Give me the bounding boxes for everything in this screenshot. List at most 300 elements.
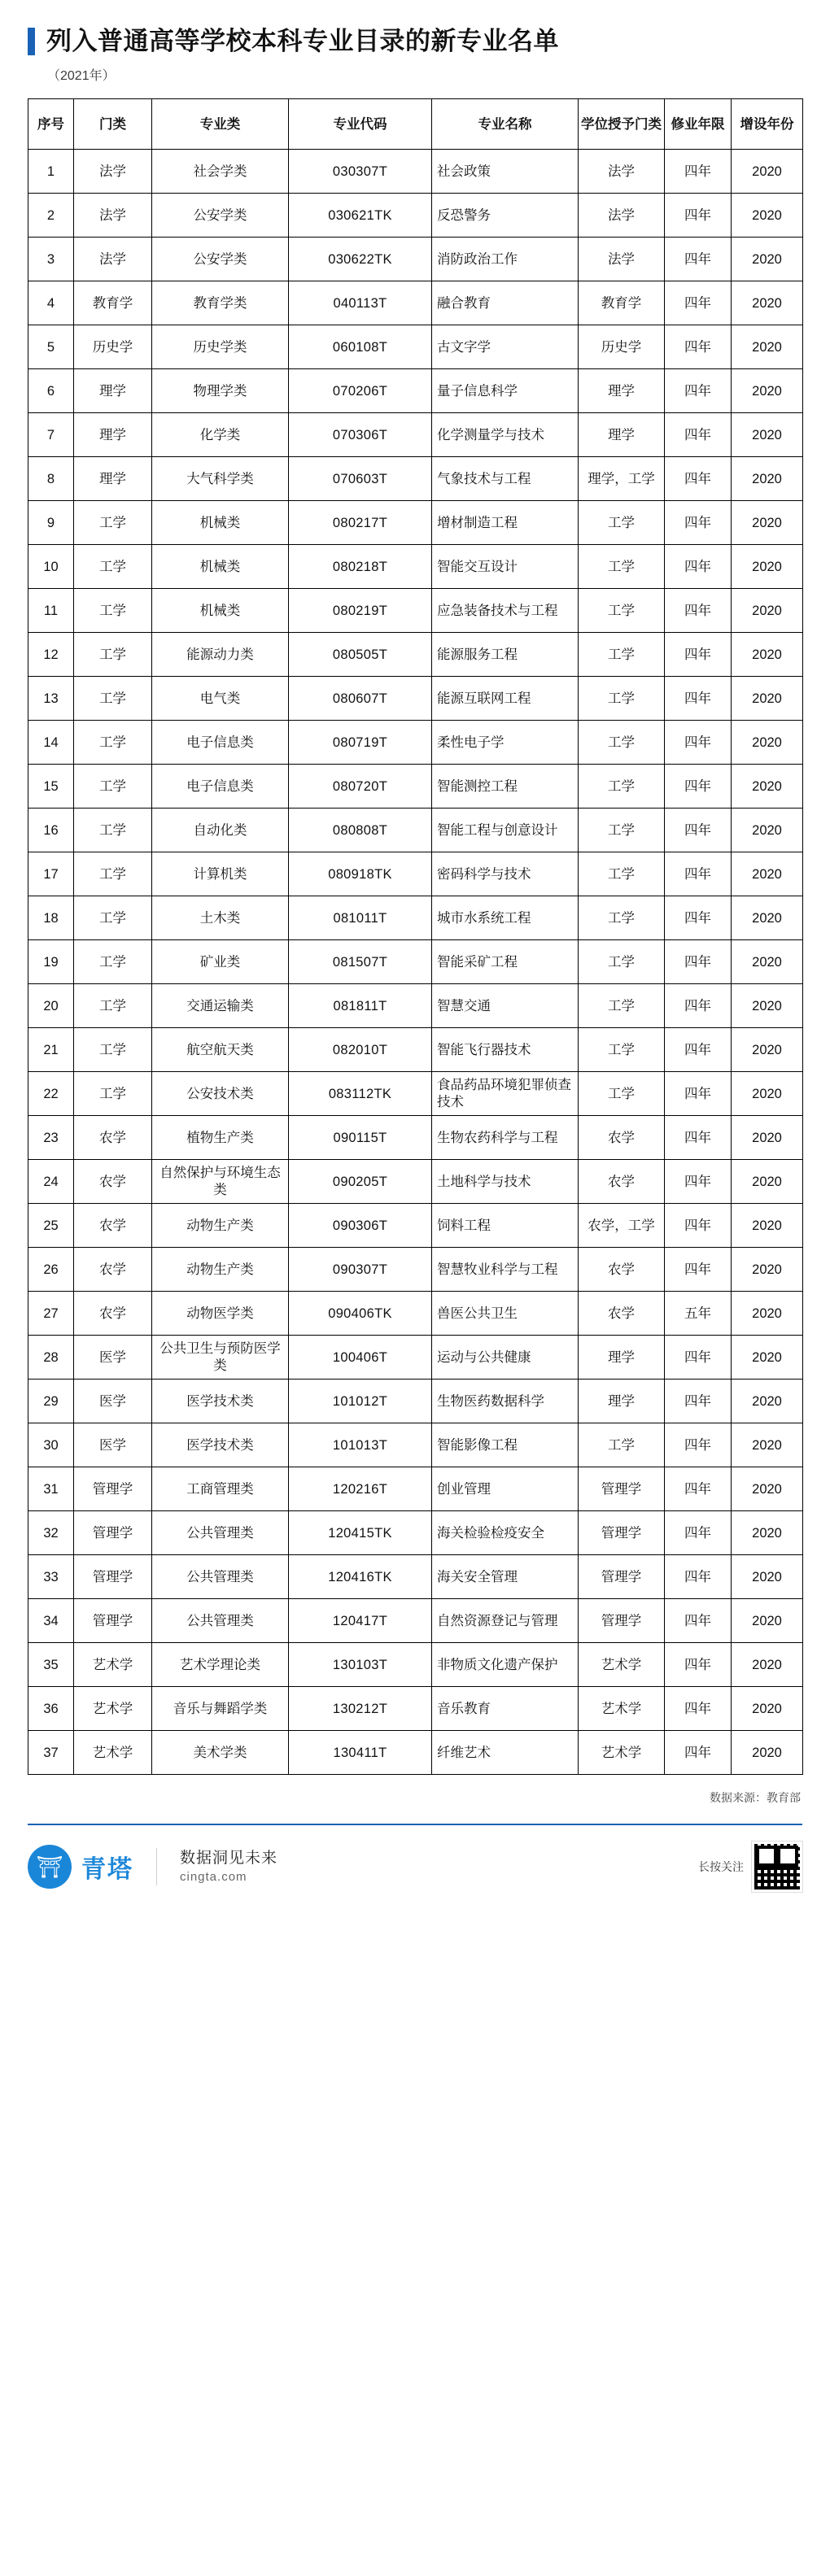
cell-major-name: 智能采矿工程 xyxy=(432,940,579,984)
source-note: 数据来源：教育部 xyxy=(710,1791,801,1805)
cell-duration: 四年 xyxy=(665,1116,732,1160)
brand-block xyxy=(28,1845,133,1889)
column-header-degree: 学位授予门类 xyxy=(579,99,665,150)
cell-major-class: 美术学类 xyxy=(152,1731,289,1775)
cell-duration: 四年 xyxy=(665,1380,732,1423)
cell-duration: 四年 xyxy=(665,1599,732,1643)
cell-degree: 工学 xyxy=(579,677,665,721)
column-header-duration: 修业年限 xyxy=(665,99,732,150)
cell-major-class: 矿业类 xyxy=(152,940,289,984)
cell-major-name: 古文字学 xyxy=(432,325,579,369)
cell-duration: 四年 xyxy=(665,852,732,896)
cell-major-code: 070306T xyxy=(289,413,432,457)
cell-major-class: 能源动力类 xyxy=(152,633,289,677)
table-row xyxy=(28,501,803,545)
cell-added-year: 2020 xyxy=(732,238,803,281)
column-header-major-code: 专业代码 xyxy=(289,99,432,150)
cell-category: 管理学 xyxy=(74,1467,152,1511)
cell-major-class: 社会学类 xyxy=(152,150,289,194)
cell-major-name: 融合教育 xyxy=(432,281,579,325)
cell-duration: 四年 xyxy=(665,677,732,721)
table-row xyxy=(28,1028,803,1072)
cell-added-year: 2020 xyxy=(732,896,803,940)
cell-major-class: 大气科学类 xyxy=(152,457,289,501)
cell-major-name: 能源互联网工程 xyxy=(432,677,579,721)
cell-duration: 四年 xyxy=(665,281,732,325)
cell-duration: 四年 xyxy=(665,545,732,589)
table-row xyxy=(28,150,803,194)
cell-major-name: 增材制造工程 xyxy=(432,501,579,545)
cell-degree: 工学 xyxy=(579,984,665,1028)
cell-major-class: 化学类 xyxy=(152,413,289,457)
cell-major-class: 工商管理类 xyxy=(152,1467,289,1511)
table-row xyxy=(28,413,803,457)
cell-major-code: 080719T xyxy=(289,721,432,765)
cell-category: 工学 xyxy=(74,501,152,545)
cell-major-code: 080607T xyxy=(289,677,432,721)
cell-major-class: 航空航天类 xyxy=(152,1028,289,1072)
cell-category: 农学 xyxy=(74,1204,152,1248)
brand-slogan xyxy=(180,1848,277,1885)
cell-major-class: 电气类 xyxy=(152,677,289,721)
cell-added-year: 2020 xyxy=(732,457,803,501)
cell-degree: 理学 xyxy=(579,369,665,413)
cell-major-code: 080217T xyxy=(289,501,432,545)
table-body xyxy=(28,150,803,1775)
cell-major-code: 080918TK xyxy=(289,852,432,896)
cell-major-code: 082010T xyxy=(289,1028,432,1072)
cell-duration: 四年 xyxy=(665,501,732,545)
cell-degree: 理学 xyxy=(579,1336,665,1380)
cell-major-code: 030307T xyxy=(289,150,432,194)
cell-major-name: 智能工程与创意设计 xyxy=(432,809,579,852)
cell-duration: 四年 xyxy=(665,1336,732,1380)
brand-name: 青塔 xyxy=(81,1856,133,1884)
column-header-major-name: 专业名称 xyxy=(432,99,579,150)
cell-category: 艺术学 xyxy=(74,1731,152,1775)
cell-category: 工学 xyxy=(74,809,152,852)
cell-duration: 四年 xyxy=(665,1687,732,1731)
cell-added-year: 2020 xyxy=(732,1467,803,1511)
cell-major-code: 090406TK xyxy=(289,1292,432,1336)
cell-duration: 四年 xyxy=(665,1423,732,1467)
cell-duration: 四年 xyxy=(665,1028,732,1072)
cell-major-name: 自然资源登记与管理 xyxy=(432,1599,579,1643)
table-row xyxy=(28,1467,803,1511)
cell-degree: 农学，工学 xyxy=(579,1204,665,1248)
cell-duration: 四年 xyxy=(665,194,732,238)
cell-index: 37 xyxy=(28,1731,74,1775)
cell-major-code: 120216T xyxy=(289,1467,432,1511)
cell-degree: 工学 xyxy=(579,1028,665,1072)
cell-degree: 艺术学 xyxy=(579,1687,665,1731)
cell-duration: 四年 xyxy=(665,809,732,852)
table-row xyxy=(28,369,803,413)
cell-degree: 工学 xyxy=(579,809,665,852)
cell-major-code: 120417T xyxy=(289,1599,432,1643)
cell-major-name: 密码科学与技术 xyxy=(432,852,579,896)
cell-category: 工学 xyxy=(74,765,152,809)
cell-added-year: 2020 xyxy=(732,633,803,677)
table-row xyxy=(28,633,803,677)
qr-block xyxy=(698,1842,802,1892)
cell-category: 工学 xyxy=(74,589,152,633)
cell-major-code: 060108T xyxy=(289,325,432,369)
cell-degree: 管理学 xyxy=(579,1555,665,1599)
table-row xyxy=(28,589,803,633)
cell-major-name: 反恐警务 xyxy=(432,194,579,238)
table-row xyxy=(28,238,803,281)
cell-duration: 四年 xyxy=(665,1511,732,1555)
cell-index: 5 xyxy=(28,325,74,369)
cell-major-class: 物理学类 xyxy=(152,369,289,413)
cell-major-name: 化学测量学与技术 xyxy=(432,413,579,457)
table-row xyxy=(28,1204,803,1248)
cell-major-code: 030622TK xyxy=(289,238,432,281)
cell-degree: 法学 xyxy=(579,238,665,281)
cell-major-class: 公共管理类 xyxy=(152,1599,289,1643)
cell-major-name: 运动与公共健康 xyxy=(432,1336,579,1380)
cell-major-class: 计算机类 xyxy=(152,852,289,896)
cell-index: 27 xyxy=(28,1292,74,1336)
cell-category: 农学 xyxy=(74,1116,152,1160)
cell-duration: 四年 xyxy=(665,150,732,194)
cell-index: 2 xyxy=(28,194,74,238)
column-header-category: 门类 xyxy=(74,99,152,150)
cell-degree: 工学 xyxy=(579,633,665,677)
cell-major-class: 公安技术类 xyxy=(152,1072,289,1116)
cell-major-class: 公共管理类 xyxy=(152,1511,289,1555)
cell-category: 管理学 xyxy=(74,1511,152,1555)
cell-added-year: 2020 xyxy=(732,1643,803,1687)
cell-major-class: 公共管理类 xyxy=(152,1555,289,1599)
page-title: 列入普通高等学校本科专业目录的新专业名单 xyxy=(46,27,559,55)
cell-major-code: 080808T xyxy=(289,809,432,852)
cell-degree: 工学 xyxy=(579,1423,665,1467)
slogan-line-1: 数据洞见未来 xyxy=(180,1850,278,1868)
cell-category: 工学 xyxy=(74,1072,152,1116)
cell-added-year: 2020 xyxy=(732,1072,803,1116)
cell-index: 17 xyxy=(28,852,74,896)
table-row xyxy=(28,677,803,721)
cell-added-year: 2020 xyxy=(732,501,803,545)
table-row xyxy=(28,984,803,1028)
table-row xyxy=(28,1555,803,1599)
cell-major-name: 兽医公共卫生 xyxy=(432,1292,579,1336)
cell-major-code: 101013T xyxy=(289,1423,432,1467)
cell-category: 工学 xyxy=(74,852,152,896)
cell-major-class: 公安学类 xyxy=(152,194,289,238)
majors-table xyxy=(28,98,803,1775)
cell-category: 农学 xyxy=(74,1160,152,1204)
cell-added-year: 2020 xyxy=(732,852,803,896)
table-row xyxy=(28,1116,803,1160)
cell-duration: 四年 xyxy=(665,940,732,984)
cell-major-code: 070603T xyxy=(289,457,432,501)
cell-major-name: 生物医药数据科学 xyxy=(432,1380,579,1423)
cell-degree: 理学，工学 xyxy=(579,457,665,501)
cell-category: 农学 xyxy=(74,1292,152,1336)
cell-index: 14 xyxy=(28,721,74,765)
slogan-line-2: cingta.com xyxy=(180,1869,247,1884)
title-row xyxy=(28,28,802,55)
cell-added-year: 2020 xyxy=(732,589,803,633)
cell-added-year: 2020 xyxy=(732,545,803,589)
table-row xyxy=(28,940,803,984)
cell-major-class: 公安学类 xyxy=(152,238,289,281)
cell-duration: 四年 xyxy=(665,589,732,633)
cell-degree: 法学 xyxy=(579,194,665,238)
cell-category: 工学 xyxy=(74,984,152,1028)
cell-added-year: 2020 xyxy=(732,765,803,809)
table-row xyxy=(28,1248,803,1292)
cell-duration: 四年 xyxy=(665,1072,732,1116)
cell-duration: 四年 xyxy=(665,325,732,369)
cell-category: 理学 xyxy=(74,369,152,413)
header xyxy=(0,0,830,84)
cell-category: 法学 xyxy=(74,238,152,281)
cell-major-code: 030621TK xyxy=(289,194,432,238)
cell-added-year: 2020 xyxy=(732,1380,803,1423)
cell-major-class: 自动化类 xyxy=(152,809,289,852)
cell-major-name: 生物农药科学与工程 xyxy=(432,1116,579,1160)
cell-added-year: 2020 xyxy=(732,1116,803,1160)
cell-added-year: 2020 xyxy=(732,1687,803,1731)
cell-duration: 五年 xyxy=(665,1292,732,1336)
cell-major-name: 气象技术与工程 xyxy=(432,457,579,501)
cell-major-name: 社会政策 xyxy=(432,150,579,194)
cell-index: 19 xyxy=(28,940,74,984)
table-header-row xyxy=(28,99,803,150)
cell-major-name: 智能飞行器技术 xyxy=(432,1028,579,1072)
cell-added-year: 2020 xyxy=(732,677,803,721)
cell-index: 22 xyxy=(28,1072,74,1116)
cell-index: 34 xyxy=(28,1599,74,1643)
cell-major-code: 090306T xyxy=(289,1204,432,1248)
cell-degree: 管理学 xyxy=(579,1599,665,1643)
cell-duration: 四年 xyxy=(665,721,732,765)
cell-major-name: 智慧牧业科学与工程 xyxy=(432,1248,579,1292)
cell-major-name: 创业管理 xyxy=(432,1467,579,1511)
cell-index: 10 xyxy=(28,545,74,589)
cell-major-code: 080219T xyxy=(289,589,432,633)
cell-index: 11 xyxy=(28,589,74,633)
cell-major-name: 海关检验检疫安全 xyxy=(432,1511,579,1555)
cell-major-class: 电子信息类 xyxy=(152,721,289,765)
title-accent-bar xyxy=(28,28,35,55)
cell-added-year: 2020 xyxy=(732,984,803,1028)
cell-major-code: 100406T xyxy=(289,1336,432,1380)
cell-category: 艺术学 xyxy=(74,1643,152,1687)
cell-major-class: 动物生产类 xyxy=(152,1204,289,1248)
qr-code-icon[interactable] xyxy=(752,1842,802,1892)
table-row xyxy=(28,325,803,369)
cell-added-year: 2020 xyxy=(732,369,803,413)
cell-degree: 农学 xyxy=(579,1160,665,1204)
cell-major-class: 土木类 xyxy=(152,896,289,940)
cell-major-name: 音乐教育 xyxy=(432,1687,579,1731)
cell-duration: 四年 xyxy=(665,1643,732,1687)
cell-duration: 四年 xyxy=(665,1160,732,1204)
page-subtitle: （2021年） xyxy=(47,69,116,84)
cell-duration: 四年 xyxy=(665,457,732,501)
cell-category: 法学 xyxy=(74,150,152,194)
cell-added-year: 2020 xyxy=(732,1731,803,1775)
cell-major-name: 消防政治工作 xyxy=(432,238,579,281)
cell-category: 工学 xyxy=(74,1028,152,1072)
cell-category: 法学 xyxy=(74,194,152,238)
column-header-major-class: 专业类 xyxy=(152,99,289,150)
cell-major-class: 机械类 xyxy=(152,501,289,545)
cell-index: 35 xyxy=(28,1643,74,1687)
cell-major-code: 081507T xyxy=(289,940,432,984)
cell-degree: 工学 xyxy=(579,896,665,940)
cell-degree: 工学 xyxy=(579,589,665,633)
cell-index: 32 xyxy=(28,1511,74,1555)
cell-index: 29 xyxy=(28,1380,74,1423)
cell-major-name: 非物质文化遗产保护 xyxy=(432,1643,579,1687)
cell-major-name: 量子信息科学 xyxy=(432,369,579,413)
table-row xyxy=(28,809,803,852)
table-row xyxy=(28,1643,803,1687)
table-row xyxy=(28,457,803,501)
cell-major-code: 081811T xyxy=(289,984,432,1028)
table-header xyxy=(28,99,803,150)
table-row xyxy=(28,896,803,940)
cell-major-class: 历史学类 xyxy=(152,325,289,369)
cell-degree: 农学 xyxy=(579,1248,665,1292)
cell-major-name: 智能交互设计 xyxy=(432,545,579,589)
cell-major-code: 080218T xyxy=(289,545,432,589)
cell-category: 工学 xyxy=(74,721,152,765)
cell-major-name: 土地科学与技术 xyxy=(432,1160,579,1204)
cell-major-code: 083112TK xyxy=(289,1072,432,1116)
table-row xyxy=(28,281,803,325)
cell-degree: 工学 xyxy=(579,501,665,545)
cell-duration: 四年 xyxy=(665,765,732,809)
cell-index: 8 xyxy=(28,457,74,501)
cell-degree: 农学 xyxy=(579,1116,665,1160)
cell-added-year: 2020 xyxy=(732,1423,803,1467)
cell-duration: 四年 xyxy=(665,413,732,457)
cell-added-year: 2020 xyxy=(732,325,803,369)
table-row xyxy=(28,1292,803,1336)
column-header-index: 序号 xyxy=(28,99,74,150)
cell-major-name: 应急装备技术与工程 xyxy=(432,589,579,633)
cell-category: 工学 xyxy=(74,633,152,677)
cell-index: 24 xyxy=(28,1160,74,1204)
cell-index: 30 xyxy=(28,1423,74,1467)
cell-duration: 四年 xyxy=(665,369,732,413)
cell-category: 医学 xyxy=(74,1336,152,1380)
column-header-added-year: 增设年份 xyxy=(732,99,803,150)
cell-added-year: 2020 xyxy=(732,1160,803,1204)
cell-index: 21 xyxy=(28,1028,74,1072)
cell-degree: 历史学 xyxy=(579,325,665,369)
cell-major-code: 101012T xyxy=(289,1380,432,1423)
cell-major-name: 纤维艺术 xyxy=(432,1731,579,1775)
cell-category: 理学 xyxy=(74,457,152,501)
cell-major-class: 电子信息类 xyxy=(152,765,289,809)
cell-degree: 法学 xyxy=(579,150,665,194)
cell-added-year: 2020 xyxy=(732,809,803,852)
cell-category: 工学 xyxy=(74,677,152,721)
table-row xyxy=(28,852,803,896)
cell-category: 管理学 xyxy=(74,1555,152,1599)
cell-major-code: 070206T xyxy=(289,369,432,413)
table-row xyxy=(28,1160,803,1204)
cell-major-code: 130103T xyxy=(289,1643,432,1687)
cell-duration: 四年 xyxy=(665,984,732,1028)
cell-added-year: 2020 xyxy=(732,721,803,765)
cell-category: 管理学 xyxy=(74,1599,152,1643)
cell-added-year: 2020 xyxy=(732,413,803,457)
cell-index: 13 xyxy=(28,677,74,721)
cell-added-year: 2020 xyxy=(732,281,803,325)
cell-index: 1 xyxy=(28,150,74,194)
footer xyxy=(0,1825,830,1913)
cell-major-name: 柔性电子学 xyxy=(432,721,579,765)
cell-added-year: 2020 xyxy=(732,1248,803,1292)
cell-index: 31 xyxy=(28,1467,74,1511)
footer-separator xyxy=(156,1848,157,1885)
cell-degree: 理学 xyxy=(579,1380,665,1423)
cell-degree: 艺术学 xyxy=(579,1643,665,1687)
cell-major-name: 智能影像工程 xyxy=(432,1423,579,1467)
cell-major-class: 艺术学理论类 xyxy=(152,1643,289,1687)
cell-category: 工学 xyxy=(74,545,152,589)
cell-duration: 四年 xyxy=(665,1204,732,1248)
cell-major-code: 090307T xyxy=(289,1248,432,1292)
cell-index: 6 xyxy=(28,369,74,413)
cell-major-class: 机械类 xyxy=(152,589,289,633)
cell-category: 工学 xyxy=(74,940,152,984)
cell-degree: 艺术学 xyxy=(579,1731,665,1775)
cell-index: 3 xyxy=(28,238,74,281)
qr-label: 长按关注 xyxy=(698,1860,744,1874)
cell-major-class: 医学技术类 xyxy=(152,1423,289,1467)
cell-duration: 四年 xyxy=(665,1731,732,1775)
cell-degree: 农学 xyxy=(579,1292,665,1336)
cell-duration: 四年 xyxy=(665,238,732,281)
cell-index: 12 xyxy=(28,633,74,677)
table-container xyxy=(0,84,830,1775)
cell-added-year: 2020 xyxy=(732,1555,803,1599)
cell-index: 4 xyxy=(28,281,74,325)
cell-index: 33 xyxy=(28,1555,74,1599)
cell-major-class: 自然保护与环境生态类 xyxy=(152,1160,289,1204)
table-row xyxy=(28,1511,803,1555)
cell-degree: 工学 xyxy=(579,765,665,809)
cell-duration: 四年 xyxy=(665,896,732,940)
table-row xyxy=(28,1731,803,1775)
table-row xyxy=(28,545,803,589)
cell-major-class: 公共卫生与预防医学类 xyxy=(152,1336,289,1380)
cell-degree: 工学 xyxy=(579,1072,665,1116)
cell-major-name: 食品药品环境犯罪侦查技术 xyxy=(432,1072,579,1116)
cell-major-name: 城市水系统工程 xyxy=(432,896,579,940)
cell-major-code: 120416TK xyxy=(289,1555,432,1599)
cell-category: 工学 xyxy=(74,896,152,940)
cell-index: 18 xyxy=(28,896,74,940)
cell-index: 15 xyxy=(28,765,74,809)
cell-major-code: 120415TK xyxy=(289,1511,432,1555)
cell-major-name: 能源服务工程 xyxy=(432,633,579,677)
cell-major-code: 130411T xyxy=(289,1731,432,1775)
cell-index: 36 xyxy=(28,1687,74,1731)
cell-index: 28 xyxy=(28,1336,74,1380)
cell-major-code: 081011T xyxy=(289,896,432,940)
